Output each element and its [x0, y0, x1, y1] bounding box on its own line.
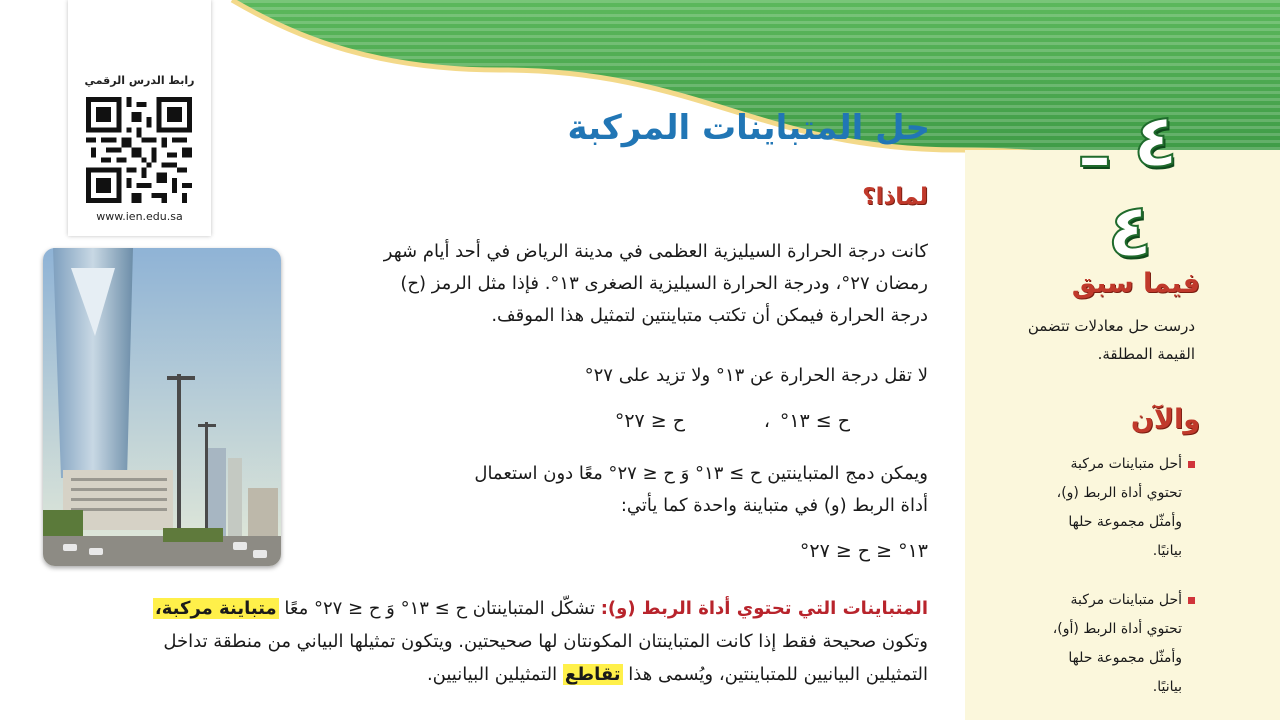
bullet-line: تحتوي أداة الربط (أو)،	[1052, 621, 1182, 637]
qr-code-icon[interactable]	[86, 97, 192, 203]
bullet-square-icon	[1188, 597, 1195, 604]
bullet-line: تحتوي أداة الربط (و)،	[1056, 485, 1182, 501]
lesson-number: ٤ ـ ٤	[1081, 98, 1179, 274]
bullet-line: وأمثّل مجموعة حلها	[1068, 514, 1182, 530]
combined-inequality: ١٣° ≤ ح ≤ ٢٧°	[799, 540, 928, 562]
intro-line: كانت درجة الحرارة السيليزية العظمى في مدينة الرياض في أحد أيام شهر	[383, 241, 928, 262]
prior-text	[985, 312, 1195, 368]
qr-card[interactable]	[68, 0, 211, 236]
bullet-square-icon	[1188, 461, 1195, 468]
objective-bullet	[995, 586, 1195, 702]
bullet-line: أحل متباينات مركبة	[1070, 456, 1182, 472]
definition-line	[38, 592, 928, 625]
definition-text: التمثيلين البيانيين.	[426, 664, 558, 685]
qr-url[interactable]: www.ien.edu.sa	[96, 210, 183, 223]
highlight-term: متباينة مركبة،	[154, 598, 277, 619]
definition-line: وتكون صحيحة فقط إذا كانت المتباينتان المكونتان لها صحيحتين. ويتكون تمثيلها البياني من منطقة تداخل	[163, 631, 928, 652]
inequality-max: ح ≤ ٢٧°	[614, 410, 685, 432]
bullet-line: بيانيًا.	[1152, 543, 1182, 559]
page-title: حل المتباينات المركبة	[567, 108, 930, 148]
highlight-term: تقاطع	[564, 664, 621, 685]
definition-term: المتباينات التي تحتوي أداة الربط (و):	[600, 598, 928, 619]
bullet-line: أحل متباينات مركبة	[1070, 592, 1182, 608]
combine-line: أداة الربط (و) في متباينة واحدة كما يأتي:	[620, 495, 928, 516]
intro-line: درجة الحرارة فيمكن أن تكتب متباينتين لتمثيل هذا الموقف.	[491, 305, 928, 326]
riyadh-tower-photo	[43, 248, 281, 566]
bullet-line: بيانيًا.	[1152, 679, 1182, 695]
objective-bullet	[995, 450, 1195, 566]
intro-line: رمضان ٢٧°، ودرجة الحرارة السيليزية الصغرى ١٣°. فإذا مثل الرمز (ح)	[400, 273, 928, 294]
definition-paragraph	[38, 592, 928, 691]
combine-paragraph	[278, 458, 928, 522]
bullet-line: وأمثّل مجموعة حلها	[1068, 650, 1182, 666]
definition-line	[38, 658, 928, 691]
qr-caption: رابط الدرس الرقمي	[84, 74, 195, 87]
inequality-min: ح ≥ ١٣°	[779, 410, 850, 432]
condition-text: لا تقل درجة الحرارة عن ١٣° ولا تزيد على ٢٧°	[584, 365, 928, 386]
prior-heading: فيما سبق	[1071, 268, 1200, 299]
prior-text-line: القيمة المطلقة.	[1097, 345, 1195, 363]
intro-paragraph	[278, 236, 928, 332]
definition-text: التمثيلين البيانيين للمتباينتين، ويُسمى هذا	[628, 664, 928, 685]
now-heading: والآن	[1130, 404, 1200, 435]
combine-line: ويمكن دمج المتباينتين ح ≥ ١٣° وَ ح ≤ ٢٧° معًا دون استعمال	[474, 463, 928, 484]
inequality-separator: ،	[763, 410, 770, 432]
why-heading: لماذا؟	[862, 184, 928, 210]
prior-text-line: درست حل معادلات تتضمن	[1027, 317, 1195, 335]
definition-text: تشكّل المتباينتان ح ≥ ١٣° وَ ح ≤ ٢٧° معًا	[284, 598, 595, 619]
